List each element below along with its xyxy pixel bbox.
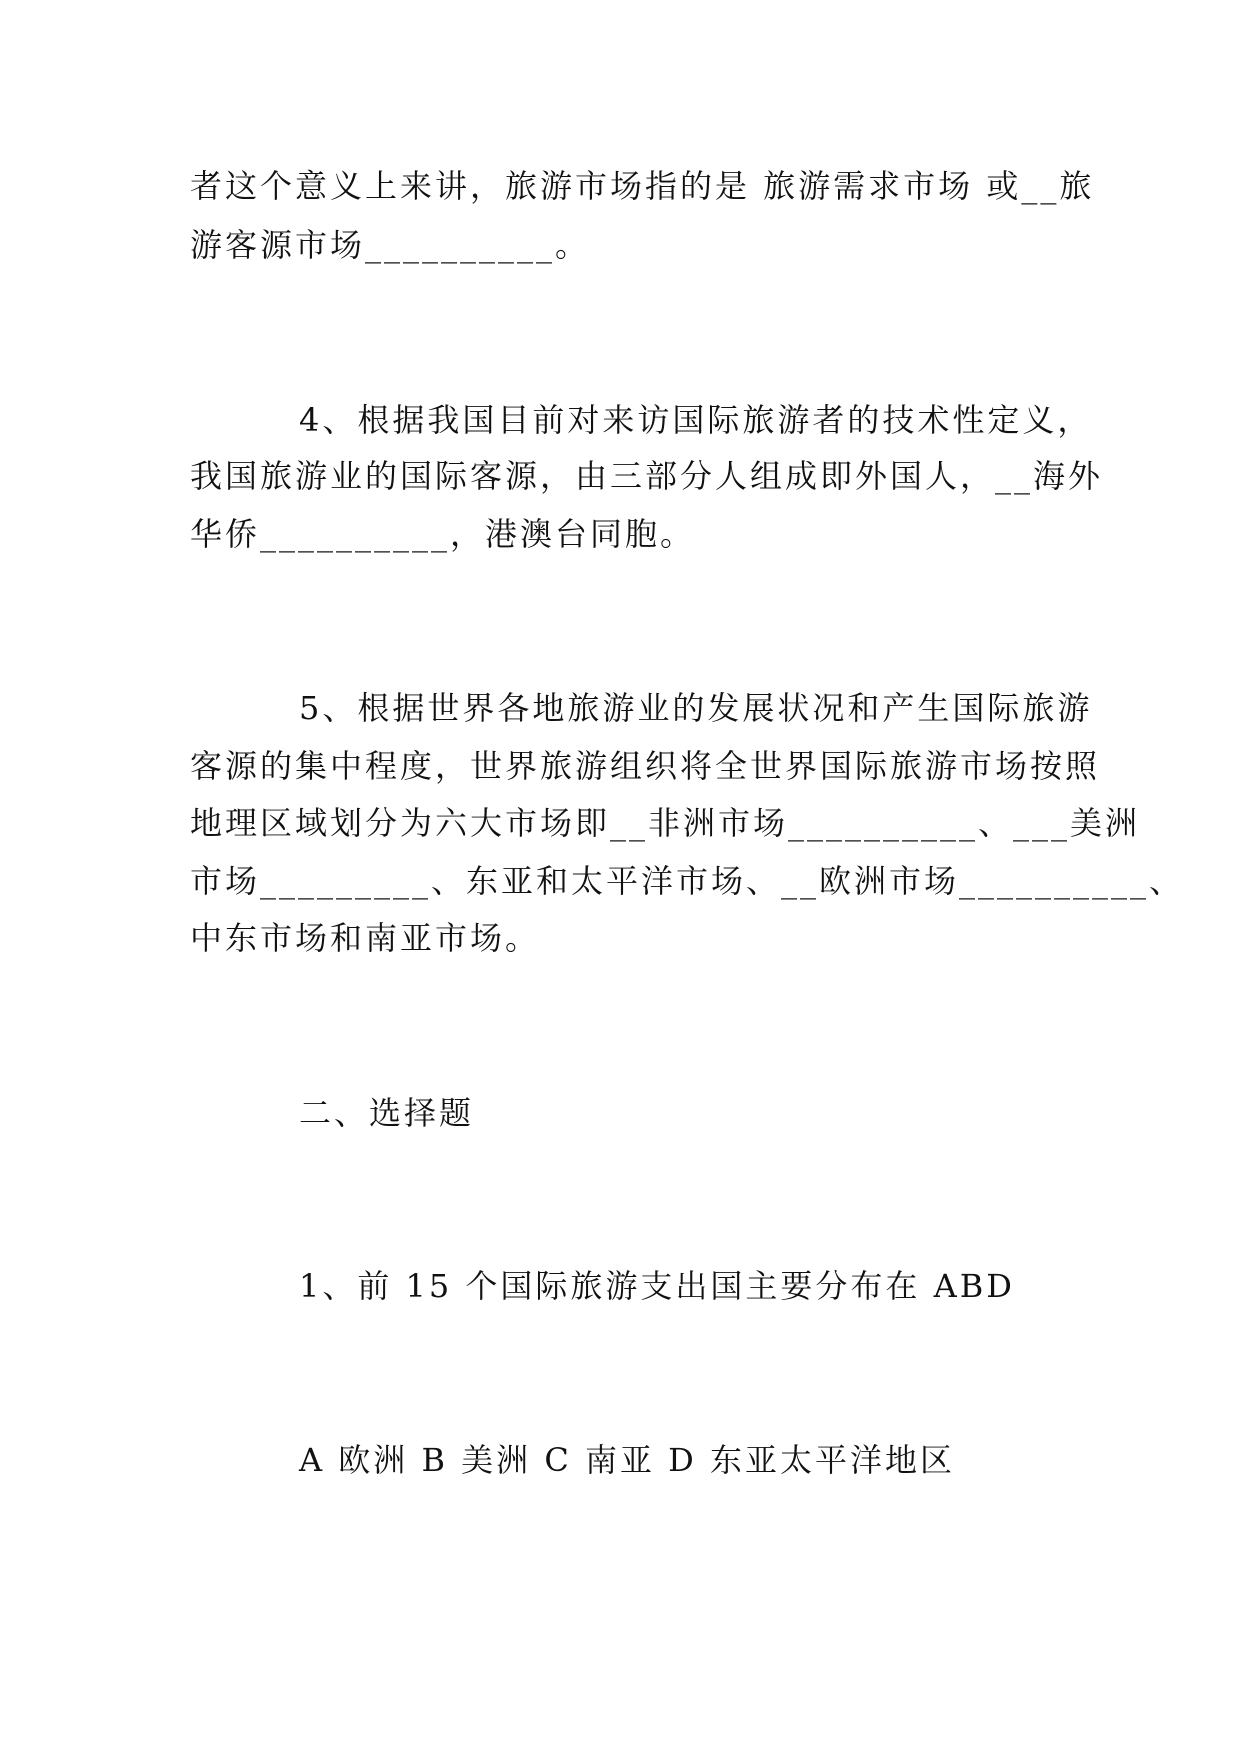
para3-line1: 者这个意义上来讲，旅游市场指的是 旅游需求市场 或__旅 [190, 167, 1095, 205]
para4-line2: 我国旅游业的国际客源，由三部分人组成即外国人，__海外 [190, 457, 1104, 495]
para4-line1: 4、根据我国目前对来访国际旅游者的技术性定义， [299, 401, 1093, 439]
question-1-options: A 欧洲 B 美洲 C 南亚 D 东亚太平洋地区 [299, 1441, 955, 1479]
para4-line3: 华侨__________，港澳台同胞。 [190, 515, 696, 553]
para5-line3: 地理区域划分为六大市场即__非洲市场__________、___美洲 [190, 804, 1141, 842]
para5-line1: 5、根据世界各地旅游业的发展状况和产生国际旅游 [299, 689, 1093, 727]
section-heading: 二、选择题 [299, 1094, 475, 1132]
para5-line4: 市场_________、东亚和太平洋市场、__欧洲市场__________、 [190, 862, 1185, 900]
para5-line5: 中东市场和南亚市场。 [190, 919, 541, 957]
question-1: 1、前 15 个国际旅游支出国主要分布在 ABD [299, 1267, 1015, 1305]
para5-line2: 客源的集中程度，世界旅游组织将全世界国际旅游市场按照 [190, 747, 1101, 785]
para3-line2: 游客源市场__________。 [190, 226, 591, 264]
